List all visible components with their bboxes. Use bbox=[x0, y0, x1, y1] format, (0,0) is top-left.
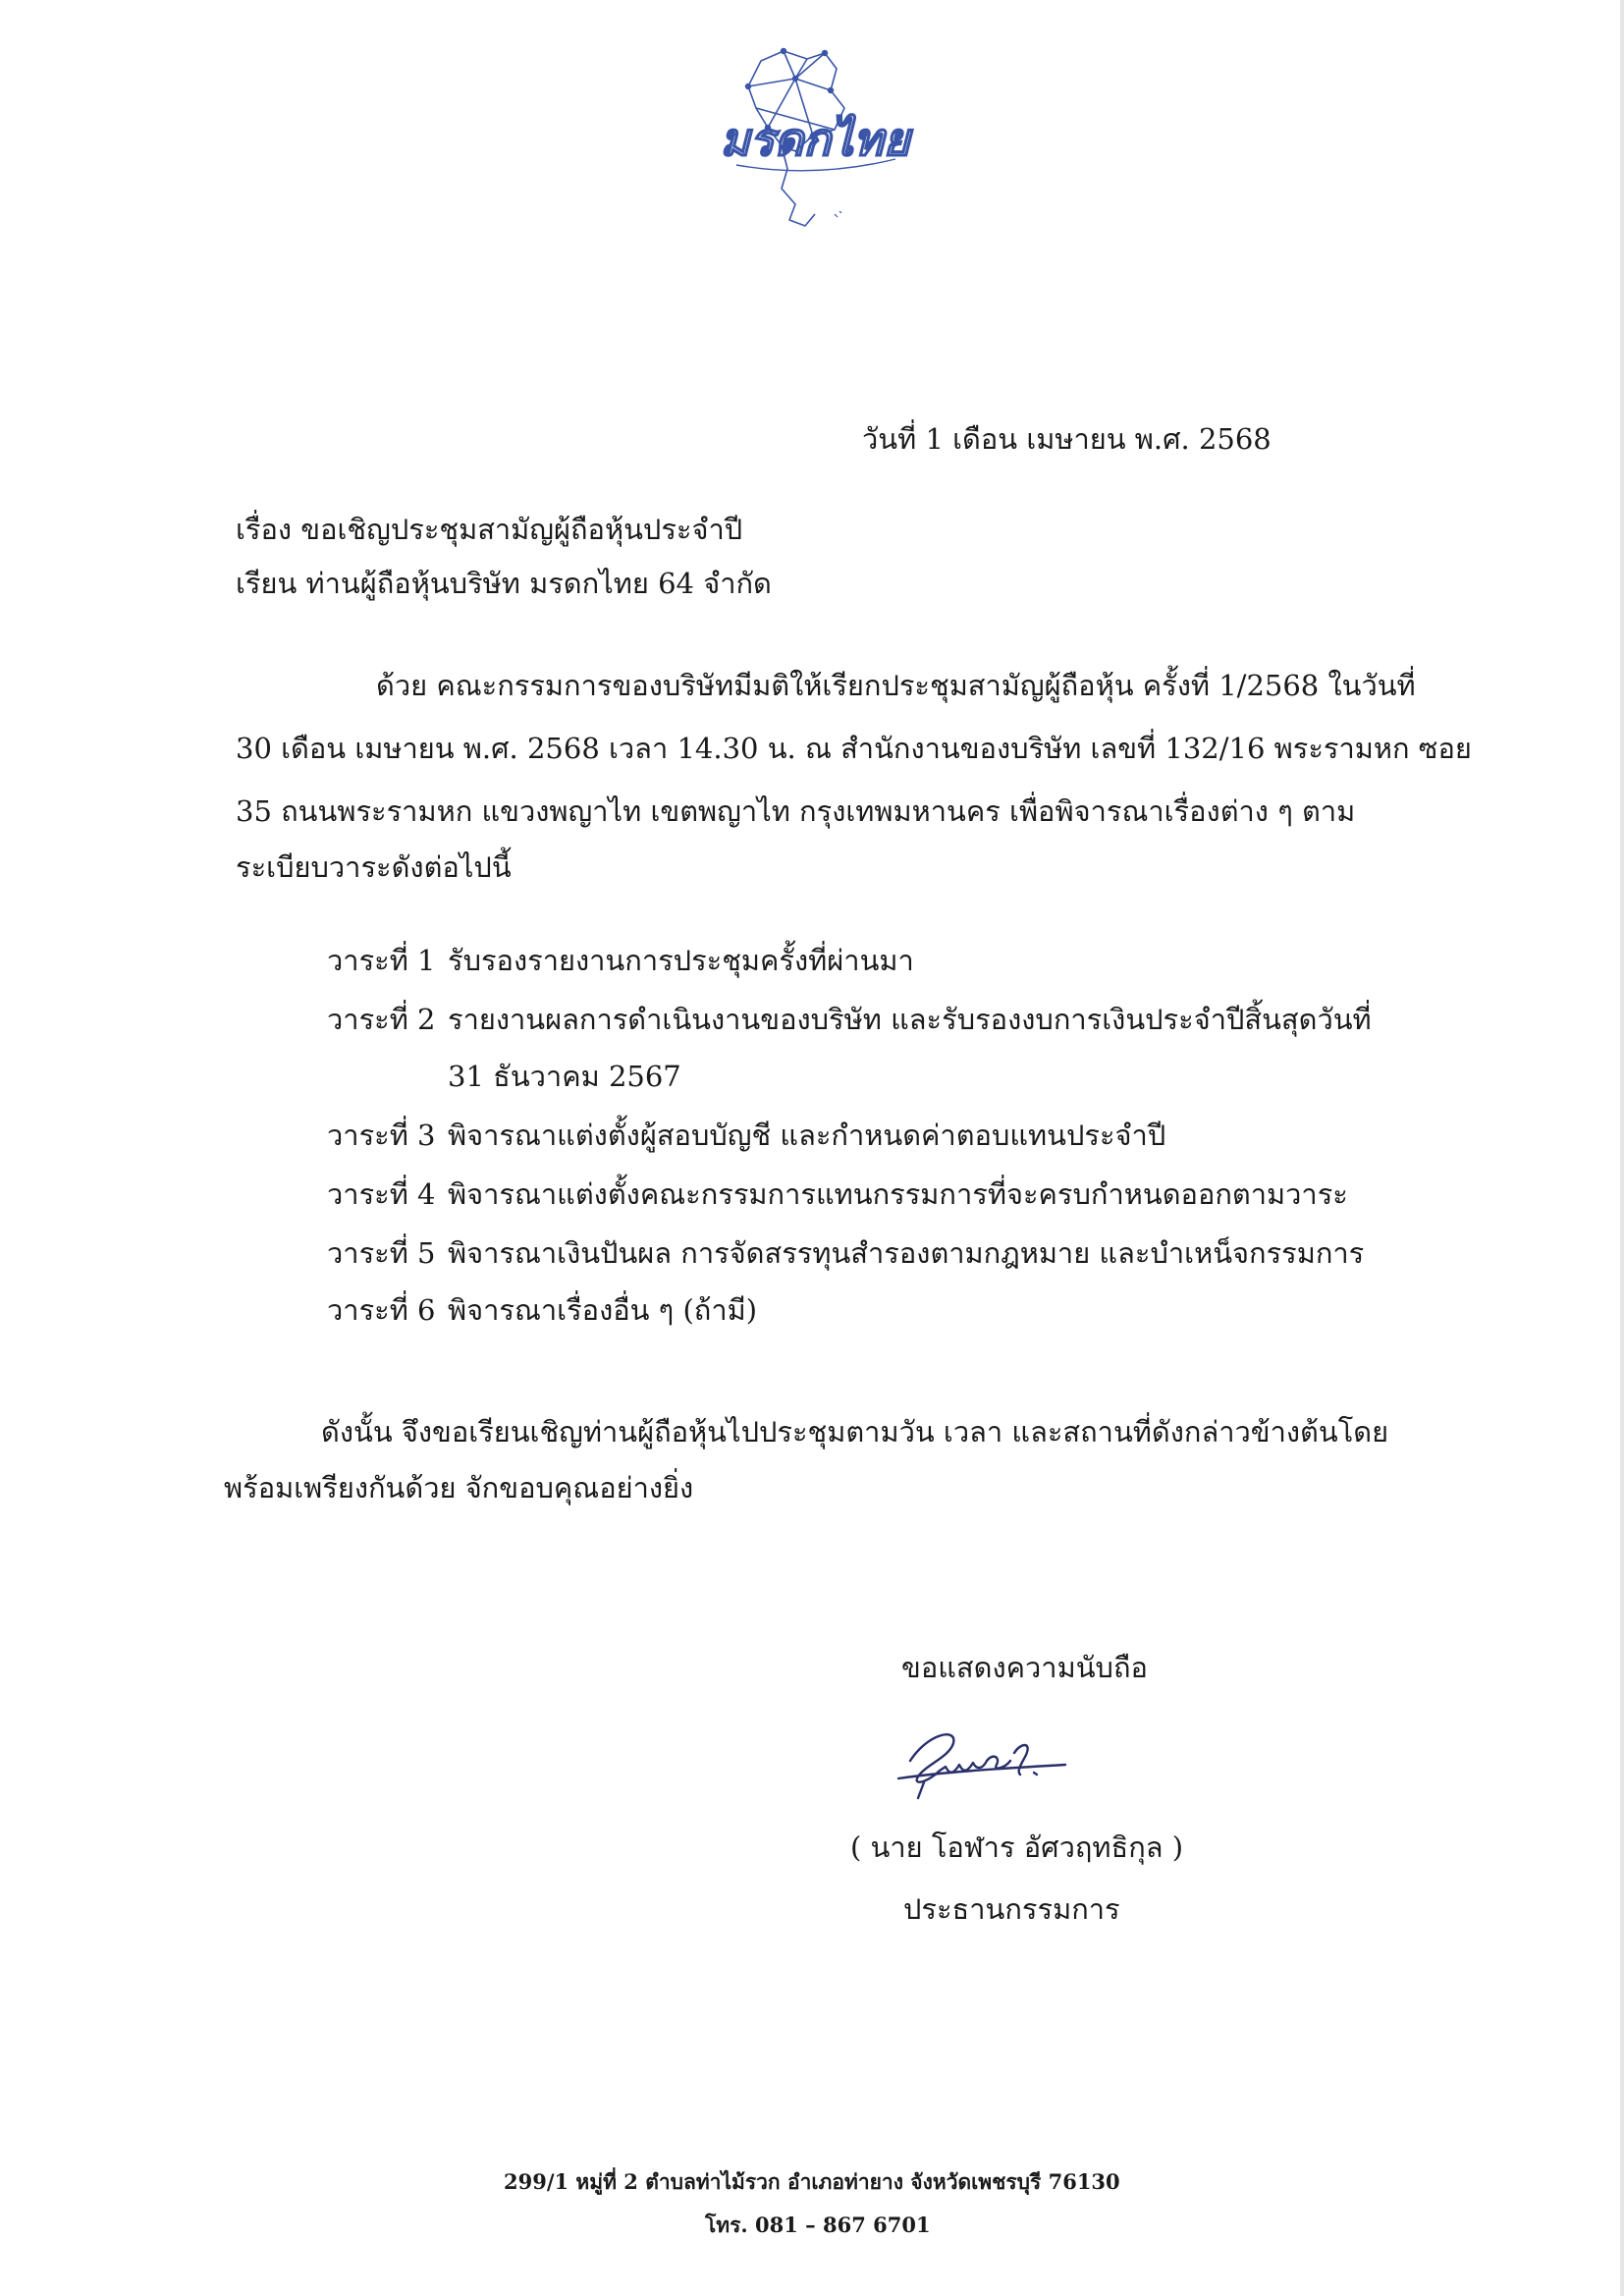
agenda-text: รายงานผลการดำเนินงานของบริษัท และรับรองงบการเงินประจำปีสิ้นสุดวันที่ bbox=[448, 1003, 1372, 1036]
letter-subject: เรื่อง ขอเชิญประชุมสามัญผู้ถือหุ้นประจำปี bbox=[236, 513, 743, 546]
agenda-label: วาระที่ 3 bbox=[327, 1119, 436, 1152]
agenda-text: พิจารณาเรื่องอื่น ๆ (ถ้ามี) bbox=[448, 1293, 758, 1327]
agenda-label: วาระที่ 5 bbox=[327, 1236, 436, 1270]
agenda-text: พิจารณาเงินปันผล การจัดสรรทุนสำรองตามกฎหมาย และบำเหน็จกรรมการ bbox=[448, 1236, 1365, 1270]
intro-line: 35 ถนนพระรามหก แขวงพญาไท เขตพญาไท กรุงเทพมหานคร เพื่อพิจารณาเรื่องต่าง ๆ ตาม bbox=[236, 794, 1356, 828]
sign-off-salutation: ขอแสดงความนับถือ bbox=[901, 1651, 1148, 1684]
agenda-label: วาระที่ 1 bbox=[327, 944, 436, 977]
footer-address: 299/1 หมู่ที่ 2 ตำบลท่าไม้รวก อำเภอท่ายาง จังหวัดเพชรบุรี 76130 bbox=[504, 2169, 1120, 2194]
intro-line: ระเบียบวาระดังต่อไปนี้ bbox=[236, 850, 512, 884]
agenda-label: วาระที่ 4 bbox=[327, 1177, 436, 1211]
signatory-name: ( นาย โอฬาร อัศวฤทธิกุล ) bbox=[850, 1831, 1184, 1864]
logo-map-graphic bbox=[687, 39, 943, 236]
handwritten-signature bbox=[889, 1714, 1085, 1807]
agenda-text: 31 ธันวาคม 2567 bbox=[448, 1060, 681, 1093]
footer-phone: โทร. 081 – 867 6701 bbox=[705, 2213, 931, 2237]
agenda-text: พิจารณาแต่งตั้งผู้สอบบัญชี และกำหนดค่าตอบแทนประจำปี bbox=[448, 1119, 1166, 1152]
agenda-text: พิจารณาแต่งตั้งคณะกรรมการแทนกรรมการที่จะครบกำหนดออกตามวาระ bbox=[448, 1177, 1348, 1211]
intro-line: ด้วย คณะกรรมการของบริษัทมีมติให้เรียกประชุมสามัญผู้ถือหุ้น ครั้งที่ 1/2568 ในวันที่ bbox=[376, 669, 1416, 702]
letter-date: วันที่ 1 เดือน เมษายน พ.ศ. 2568 bbox=[862, 422, 1272, 456]
intro-line: 30 เดือน เมษายน พ.ศ. 2568 เวลา 14.30 น. ณ สำนักงานของบริษัท เลขที่ 132/16 พระรามหก ซอย bbox=[236, 732, 1472, 765]
closing-line: ดังนั้น จึงขอเรียนเชิญท่านผู้ถือหุ้นไปประชุมตามวัน เวลา และสถานที่ดังกล่าวข้างต้นโดย bbox=[321, 1415, 1389, 1449]
agenda-label: วาระที่ 6 bbox=[327, 1293, 436, 1327]
letter-recipient: เรียน ท่านผู้ถือหุ้นบริษัท มรดกไทย 64 จำกัด bbox=[236, 567, 772, 600]
page-edge-shadow bbox=[1620, 0, 1624, 2296]
company-logo bbox=[687, 39, 943, 236]
signatory-title: ประธานกรรมการ bbox=[903, 1892, 1120, 1926]
logo-wordmark: มรดกไทย bbox=[720, 113, 910, 166]
closing-line: พร้อมเพรียงกันด้วย จักขอบคุณอย่างยิ่ง bbox=[224, 1471, 694, 1504]
agenda-label: วาระที่ 2 bbox=[327, 1003, 436, 1036]
agenda-text: รับรองรายงานการประชุมครั้งที่ผ่านมา bbox=[448, 944, 914, 977]
